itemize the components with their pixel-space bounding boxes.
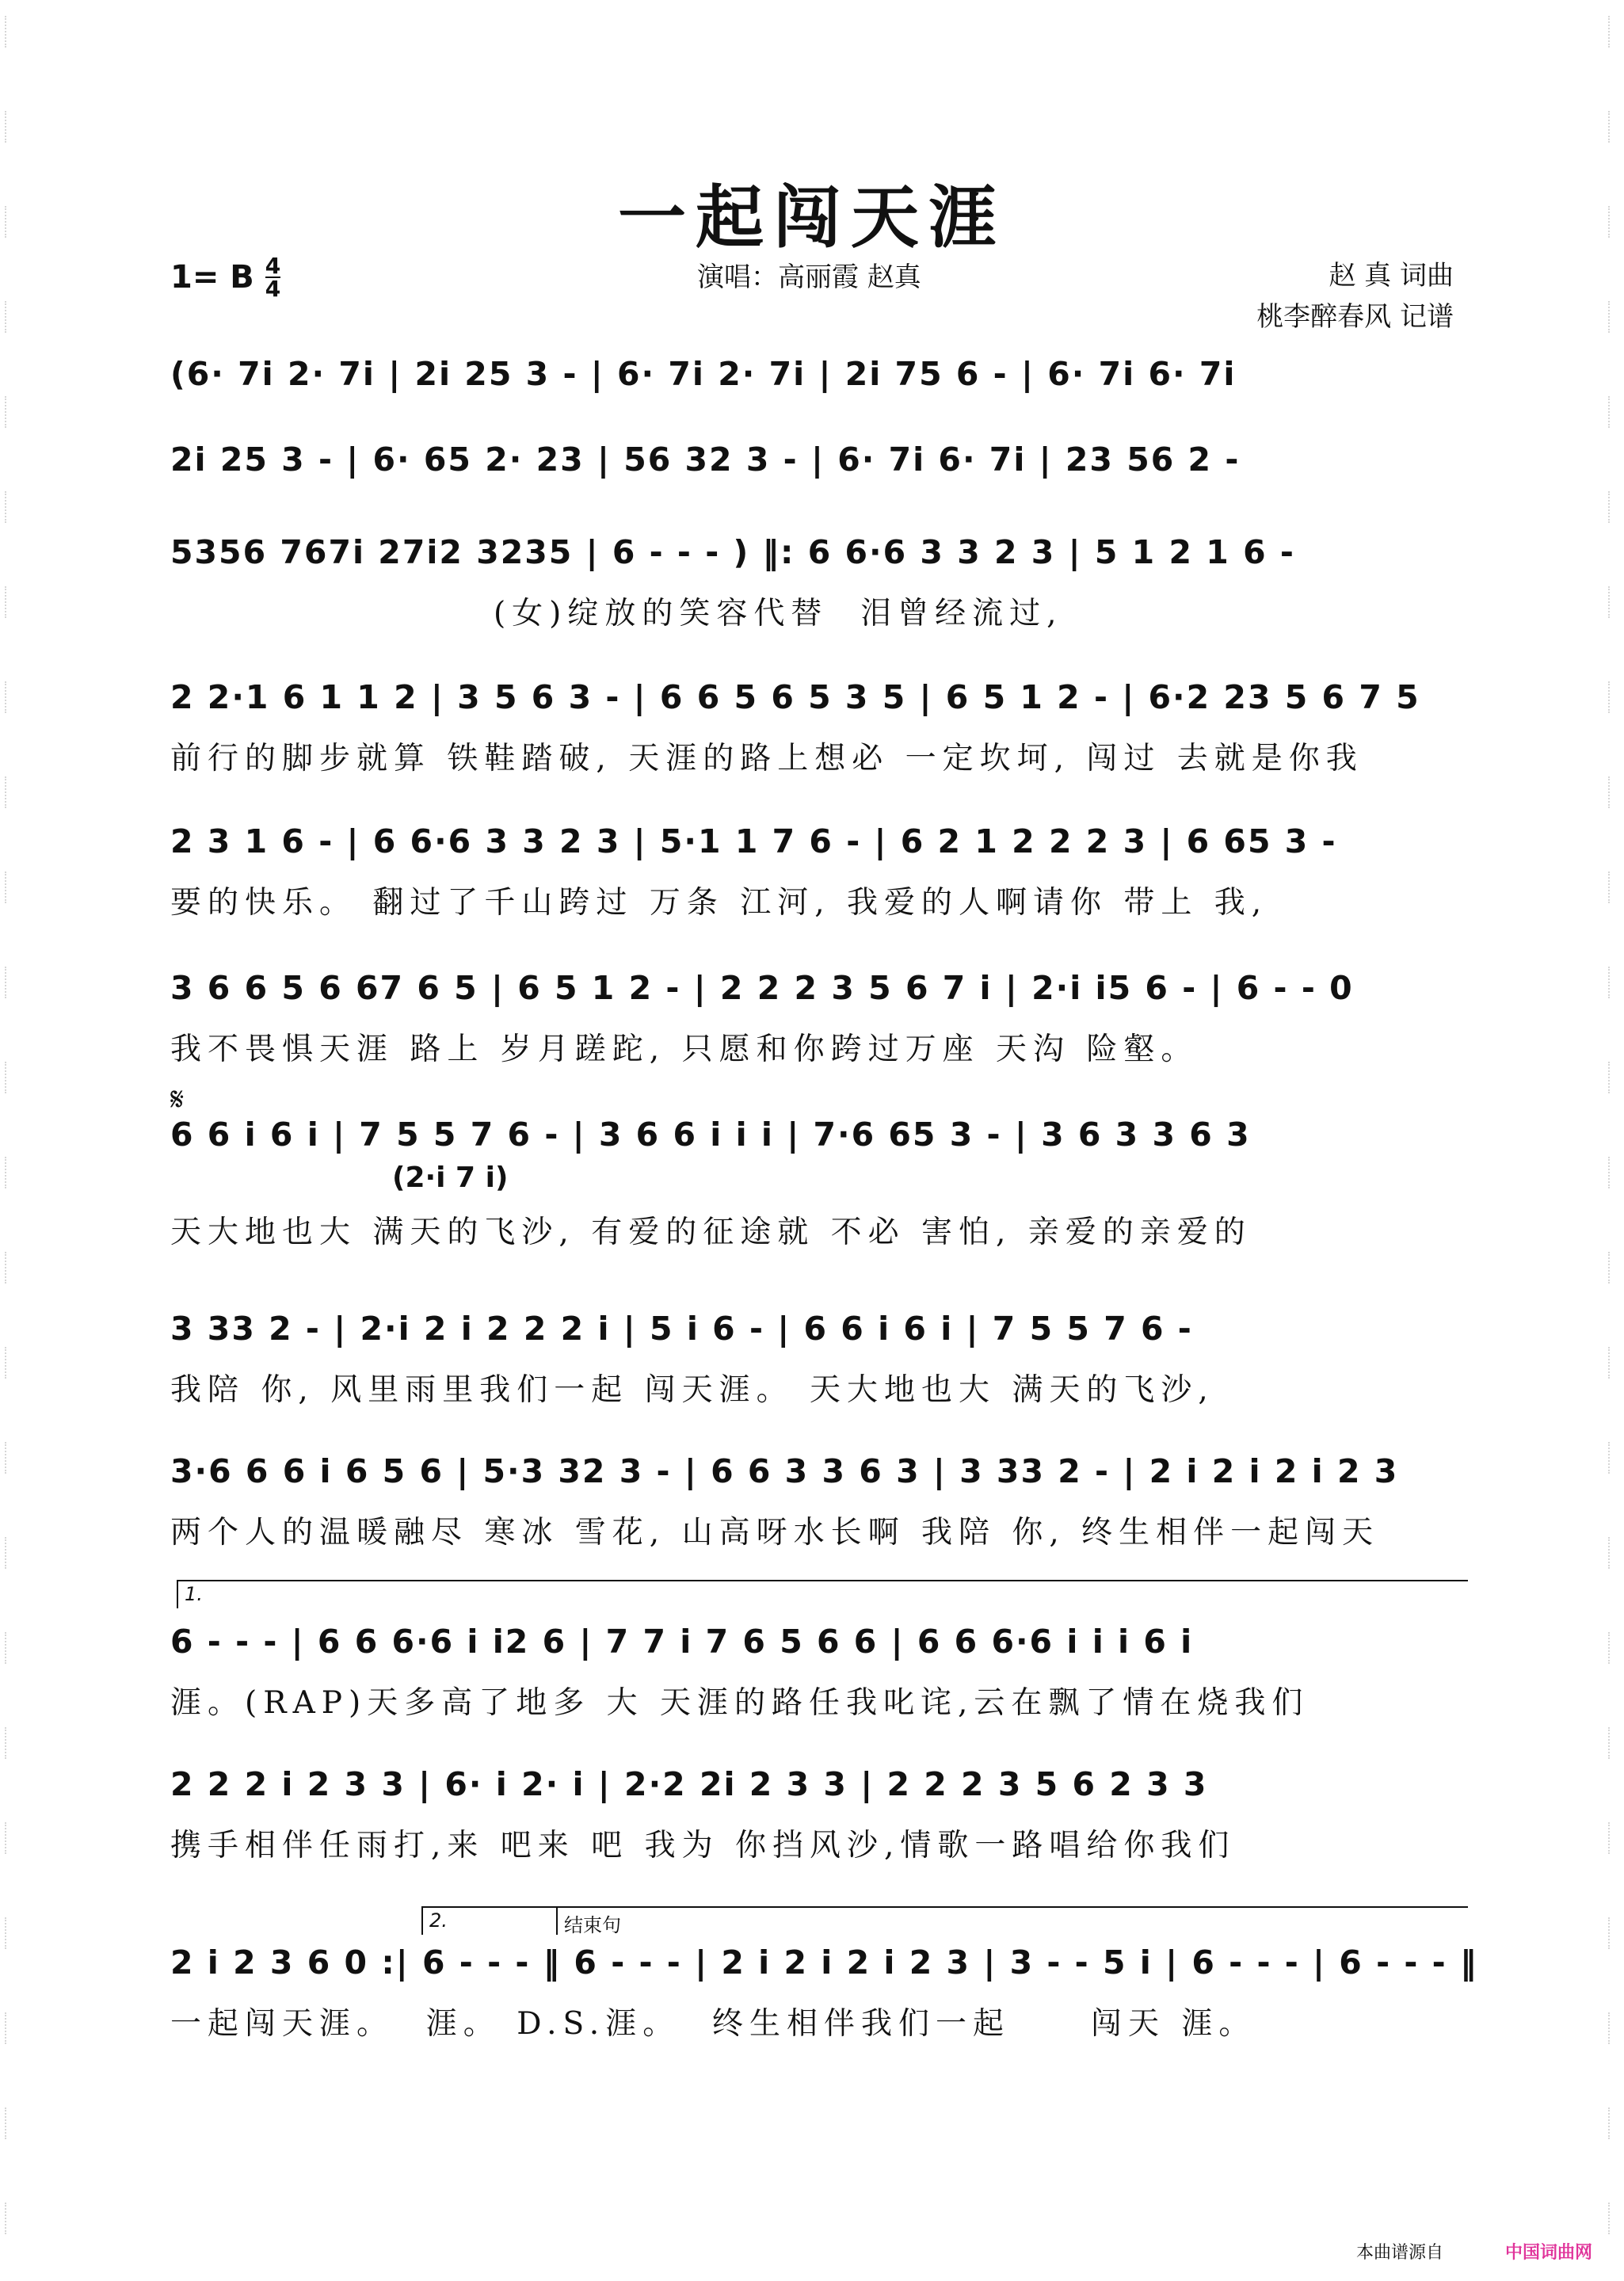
meter-top: 4 bbox=[265, 253, 281, 279]
lyric-line: 涯。(RAP)天多高了地多 大 天涯的路任我叱诧,云在飘了情在烧我们 bbox=[170, 1685, 1309, 1721]
notes-line: 3 33 2 - | 2·i 2 i 2 2 2 i | 5 i 6 - | 6 6 i 6 i | 7 5 5 7 6 - bbox=[170, 1310, 1193, 1348]
system-5 bbox=[170, 816, 1454, 921]
lyric-line: (女)绽放的笑容代替 泪曾经流过, bbox=[170, 596, 1063, 631]
system-7 bbox=[170, 1109, 1454, 1250]
notes-line: (6· 7i 2· 7i | 2i 25 3 - | 6· 7i 2· 7i | 2i 75 6 - | 6· 7i 6· 7i bbox=[170, 355, 1237, 393]
alt-notes: (2·i 7 i) bbox=[392, 1161, 509, 1194]
system-6 bbox=[170, 963, 1454, 1067]
key-label: 1= B bbox=[170, 259, 254, 296]
notes-line: 6 - - - | 6 6 6·6 i i2 6 | 7 7 i 7 6 5 6 6 | 6 6 6·6 i i i 6 i bbox=[170, 1623, 1194, 1661]
segno-sign: 𝄋 bbox=[170, 1081, 185, 1118]
system-3 bbox=[170, 527, 1454, 631]
ending-label: 结束句 bbox=[556, 1906, 1468, 1935]
lyric-line: 天大地也大 满天的飞沙, 有爱的征途就 不必 害怕, 亲爱的亲爱的 bbox=[170, 1215, 1252, 1250]
lyric-line: 要的快乐。 翻过了千山跨过 万条 江河, 我爱的人啊请你 带上 我, bbox=[170, 885, 1268, 921]
notes-line: 3·6 6 6 i 6 5 6 | 5·3 32 3 - | 6 6 3 3 6 3 | 3 33 2 - | 2 i 2 i 2 i 2 3 bbox=[170, 1452, 1399, 1490]
lyric-line: 一起闯天涯。 涯。 D.S.涯。 终生相伴我们一起 闯天 涯。 bbox=[170, 2006, 1256, 2042]
system-4 bbox=[170, 672, 1454, 776]
lyric-line: 携手相伴任雨打,来 吧来 吧 我为 你挡风沙,情歌一路唱给你我们 bbox=[170, 1828, 1236, 1863]
notes-line: 2 3 1 6 - | 6 6·6 3 3 2 3 | 5·1 1 7 6 - | 6 2 1 2 2 2 3 | 6 65 3 - bbox=[170, 822, 1337, 860]
lyric-line: 我不畏惧天涯 路上 岁月蹉跎, 只愿和你跨过万座 天沟 险壑。 bbox=[170, 1032, 1199, 1067]
notes-line: 2 2·1 6 1 1 2 | 3 5 6 3 - | 6 6 5 6 5 3 5 | 6 5 1 2 - | 6·2 23 5 6 7 5 bbox=[170, 678, 1420, 716]
notes-line: 3 6 6 5 6 67 6 5 | 6 5 1 2 - | 2 2 2 3 5 6 7 i | 2·i i5 6 - | 6 - - 0 bbox=[170, 969, 1354, 1007]
key-signature bbox=[170, 253, 281, 302]
lyric-line: 两个人的温暖融尽 寒冰 雪花, 山高呀水长啊 我陪 你, 终生相伴一起闯天 bbox=[170, 1515, 1380, 1551]
time-signature bbox=[265, 253, 281, 302]
meter-bottom: 4 bbox=[265, 276, 281, 302]
notes-line: 2i 25 3 - | 6· 65 2· 23 | 56 32 3 - | 6· 7i 6· 7i | 23 56 2 - bbox=[170, 441, 1241, 479]
system-10 bbox=[170, 1616, 1454, 1721]
system-11 bbox=[170, 1759, 1454, 1863]
system-2 bbox=[170, 434, 1454, 536]
transcriber-credit: 桃李醉春风 记谱 bbox=[1256, 301, 1454, 333]
footer-source: 本曲谱源自 bbox=[1356, 2243, 1444, 2263]
volta-1: 1. bbox=[177, 1580, 1468, 1608]
lyric-line: 我陪 你, 风里雨里我们一起 闯天涯。 天大地也大 满天的飞沙, bbox=[170, 1372, 1214, 1408]
volta-2: 2. bbox=[421, 1906, 570, 1935]
author-credit: 赵 真 词曲 bbox=[1329, 260, 1454, 292]
left-margin-strip bbox=[0, 0, 21, 2281]
system-12 bbox=[170, 1937, 1478, 2042]
lyric-line: 前行的脚步就算 铁鞋踏破, 天涯的路上想必 一定坎坷, 闯过 去就是你我 bbox=[170, 741, 1363, 776]
notes-line: 2 2 2 i 2 3 3 | 6· i 2· i | 2·2 2i 2 3 3 | 2 2 2 3 5 6 2 3 3 bbox=[170, 1765, 1208, 1803]
notes-line: 2 i 2 3 6 0 :| 6 - - - ‖ 6 - - - | 2 i 2 i 2 i 2 3 | 3 - - 5 i | 6 - - - | 6 - - - ‖ bbox=[170, 1943, 1478, 1982]
notes-line: 5356 767i 27i2 3235 | 6 - - - ) ‖: 6 6·6 3 3 2 3 | 5 1 2 1 6 - bbox=[170, 533, 1295, 571]
song-title: 一起闯天涯 bbox=[618, 177, 1006, 257]
system-9 bbox=[170, 1446, 1454, 1551]
notes-line: 6 6 i 6 i | 7 5 5 7 6 - | 3 6 6 i i i | 7·6 65 3 - | 3 6 3 3 6 3 bbox=[170, 1116, 1251, 1154]
credits bbox=[1256, 255, 1454, 338]
footer-site: 中国词曲网 bbox=[1504, 2243, 1592, 2263]
right-margin-strip bbox=[1603, 0, 1624, 2281]
singer-credit: 演唱：高丽霞 赵真 bbox=[697, 261, 921, 293]
system-8 bbox=[170, 1303, 1454, 1408]
